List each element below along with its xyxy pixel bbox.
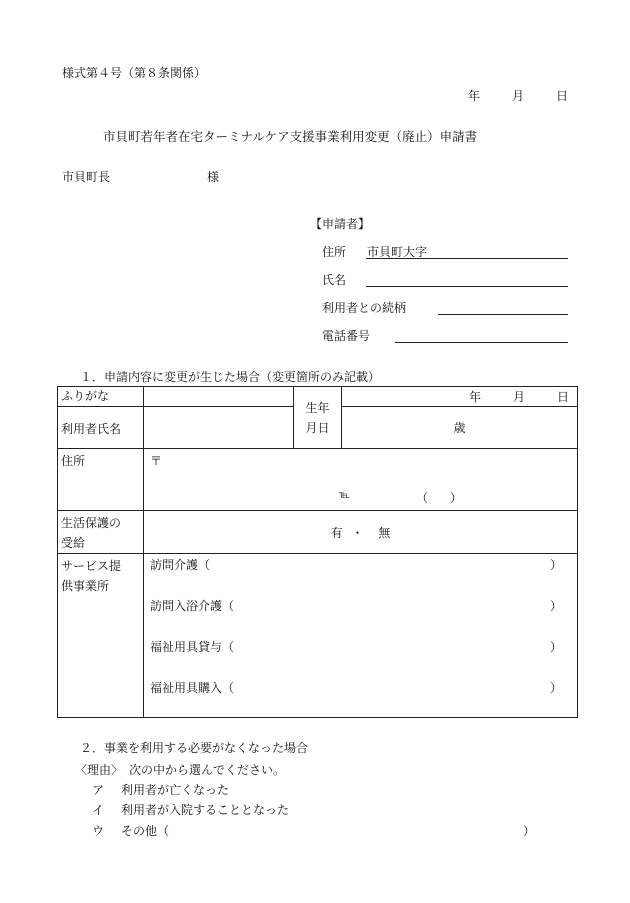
addressee-name: 市貝町長 <box>62 170 111 184</box>
applicant-phone-label: 電話番号 <box>322 329 371 343</box>
service-label: 福祉用具購入（ <box>150 681 235 695</box>
user-name-field[interactable] <box>144 407 294 449</box>
applicant-address-value[interactable]: 市貝町大字 <box>367 245 428 259</box>
welfare-field <box>144 511 578 554</box>
reason-option-text[interactable]: 利用者が亡くなった <box>121 783 230 797</box>
welfare-label-1: 生活保護の <box>61 516 122 530</box>
reason-option-marker: ア <box>92 783 105 797</box>
reason-option-marker: イ <box>92 803 105 817</box>
welfare-no[interactable]: 無 <box>378 525 391 540</box>
service-label: 訪問入浴介護（ <box>150 599 235 613</box>
addressee-honorific: 様 <box>207 170 220 184</box>
applicant-address-line <box>366 258 568 259</box>
applicant-relation-label: 利用者との続柄 <box>322 301 407 315</box>
service-label: 福祉用具貸与（ <box>150 640 235 654</box>
applicant-heading: 【申請者】 <box>310 217 371 231</box>
furigana-label: ふりがな <box>58 387 144 407</box>
birthdate-label-1: 生年 <box>305 400 330 415</box>
address-field[interactable] <box>144 449 578 511</box>
tel-label: ℡ <box>339 490 350 501</box>
applicant-name-label: 氏名 <box>322 273 347 287</box>
section2-heading: ２．事業を利用する必要がなくなった場合 <box>80 741 309 755</box>
form-title: 市貝町若年者在宅ターミナルケア支援事業利用変更（廃止）申請書 <box>103 129 478 144</box>
service-close: ） <box>549 681 562 695</box>
reason-intro: 〈理由〉 次の中から選んでください。 <box>75 763 286 777</box>
age-unit: 歳 <box>453 421 466 435</box>
applicant-address-label: 住所 <box>322 245 347 259</box>
reason-option-marker: ウ <box>92 824 105 838</box>
welfare-separator: ・ <box>351 525 364 540</box>
service-close: ） <box>549 558 562 572</box>
form-number: 様式第４号（第８条関係） <box>62 66 207 80</box>
address-label: 住所 <box>58 449 144 511</box>
welfare-yes[interactable]: 有 <box>330 525 343 540</box>
date-day: 日 <box>556 89 569 103</box>
service-row[interactable] <box>144 638 577 679</box>
service-label: 訪問介護（ <box>150 558 211 572</box>
postal-mark: 〒 <box>150 454 163 468</box>
age-field[interactable] <box>342 407 578 449</box>
section1-heading: １．申請内容に変更が生じた場合（変更箇所のみ記載） <box>80 370 381 384</box>
user-name-label: 利用者氏名 <box>58 407 144 449</box>
birthdate-label-2: 月日 <box>305 420 330 435</box>
furigana-field[interactable] <box>144 387 294 407</box>
provider-label-1: サービス提 <box>61 559 122 573</box>
birth-day: 日 <box>557 390 570 404</box>
change-table <box>57 386 578 718</box>
applicant-relation-line[interactable] <box>438 314 568 315</box>
reason-option-text[interactable]: その他（ <box>121 824 170 838</box>
welfare-label <box>58 511 144 554</box>
applicant-phone-line[interactable] <box>395 342 568 343</box>
service-row[interactable] <box>144 679 577 709</box>
birthdate-field[interactable] <box>342 387 578 407</box>
applicant-name-line[interactable] <box>366 286 568 287</box>
date-year: 年 <box>468 89 481 103</box>
birth-year: 年 <box>469 390 482 404</box>
reason-other-close: ） <box>523 824 536 838</box>
birth-month: 月 <box>513 390 526 404</box>
tel-open: （ <box>416 491 429 505</box>
provider-label-2: 供事業所 <box>61 579 110 593</box>
service-row[interactable] <box>144 556 577 597</box>
reason-option-text[interactable]: 利用者が入院することとなった <box>121 803 290 817</box>
birthdate-label-cell <box>294 387 342 449</box>
service-row[interactable] <box>144 597 577 638</box>
service-close: ） <box>549 599 562 613</box>
provider-field <box>144 554 578 718</box>
welfare-label-2: 受給 <box>61 536 86 550</box>
provider-label <box>58 554 144 718</box>
tel-close: ） <box>450 491 463 505</box>
date-month: 月 <box>512 89 525 103</box>
service-close: ） <box>549 640 562 654</box>
